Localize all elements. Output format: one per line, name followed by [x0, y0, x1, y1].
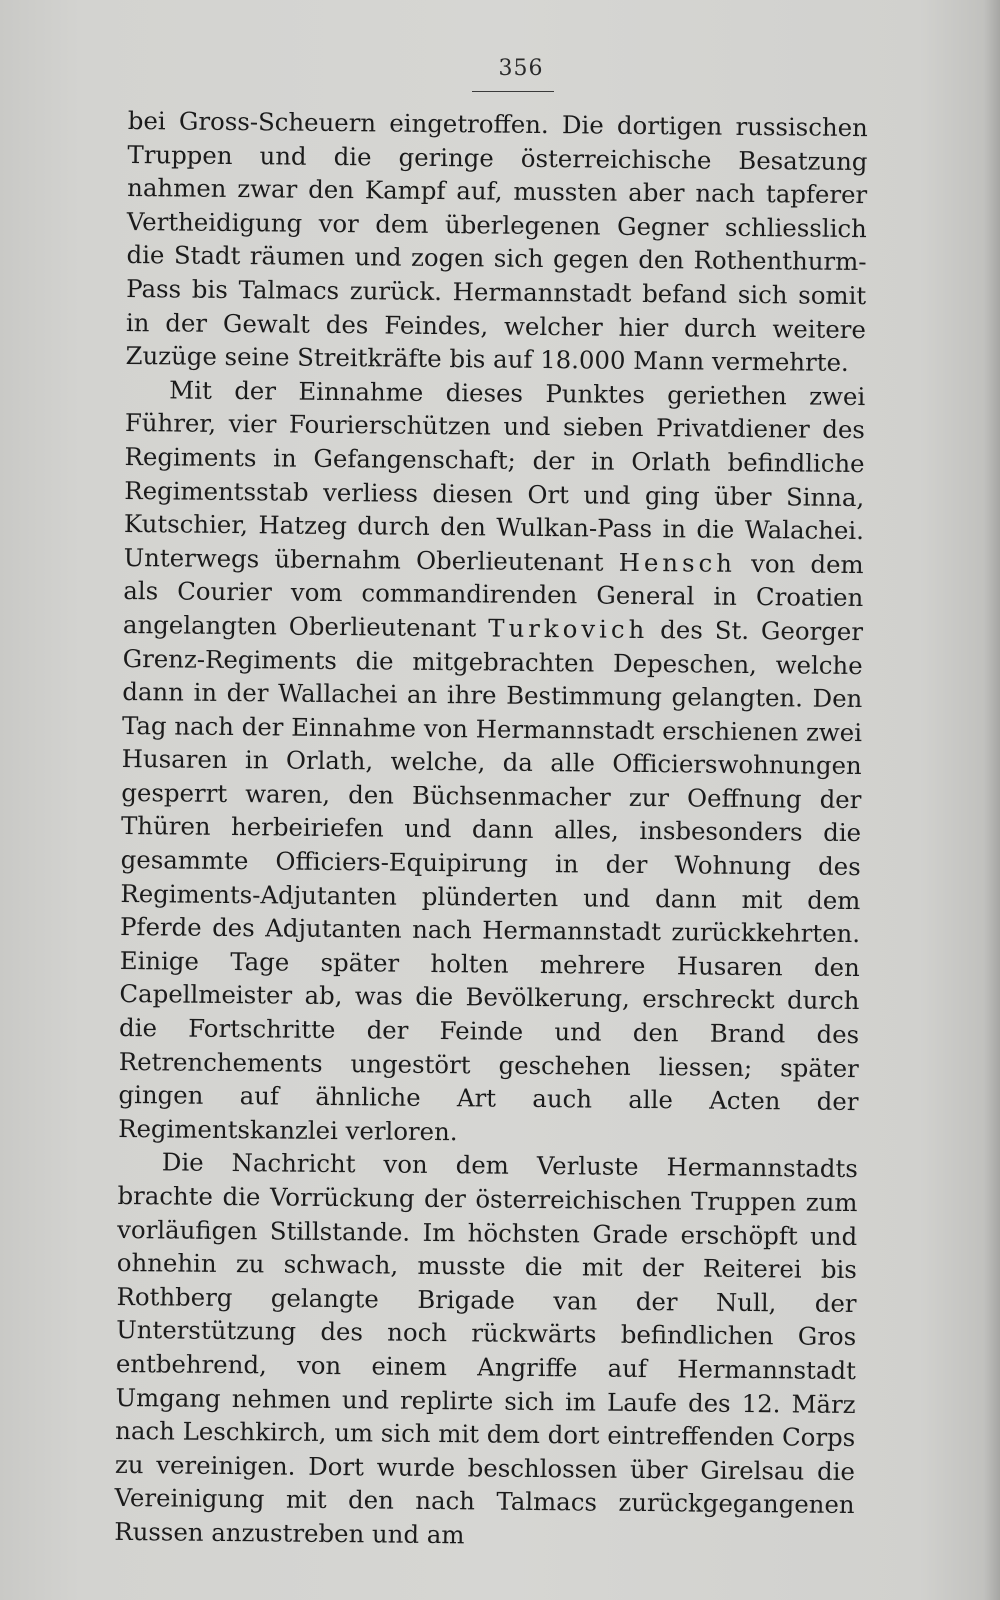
paragraph-text: des St. Georger Grenz-Regiments die mitgebrachten Depeschen, welche dann in der Wallachei an ihre Bestimmung gelangten. Den Tag nach der Einnahme von Hermannstadt erschienen zwei Husaren in Orlath, welche, da alle Officierswohnungen gesperrt waren, den Büchsenmacher zur Oeffnung der Thüren herbeiriefen und dann alles, insbesonders die gesammte Officiers-Equipirung in der Wohnung des Regiments-Adjutanten plünderten und dann mit dem Pferde des Adjutanten nach Hermannstadt zurückkehrten. Einige Tage später holten mehrere Husaren den Capellmeister ab, was die Bevölkerung, erschreckt durch die Fortschritte der Feinde und den Brand des Retrenchements ungestört geschehen liessen; später gingen auf ähnliche Art auch alle Acten der Regimentskanzlei verloren. — [118, 614, 864, 1147]
page-header — [0, 56, 1000, 96]
page-number-rule — [472, 91, 554, 92]
paragraph-3 — [114, 1145, 858, 1555]
paragraph-1 — [125, 104, 868, 380]
name-turkovich: Turkovich — [488, 613, 649, 644]
paragraph-text: Die Nachricht von dem Verluste Hermannstadts brachte die Vorrückung der österreichischen Truppen zum vorläufigen Stillstande. Im höchsten Grade erschöpft und ohnehin zu schwach, musste die mit der Reiterei bis Rothberg gelangte Brigade van der Null, der Unterstützung des noch rückwärts befindlichen Gros entbehrend, von einem Angriffe auf Hermannstadt Umgang nehmen und replirte sich im Laufe des 12. März nach Leschkirch, um sich mit dem dort eintreffenden Corps zu vereinigen. Dort wurde beschlossen über Girelsau die Vereinigung mit den nach Talmacs zurückgegangenen Russen anzustreben und am — [114, 1147, 858, 1550]
body-text — [114, 104, 868, 1556]
name-hensch: Hensch — [618, 547, 737, 578]
paragraph-text: von dem als Courier vom commandirenden General in Croatien angelangten Oberlieutenant — [122, 548, 864, 643]
paragraph-text: Mit der Einnahme dieses Punktes geriethen zwei Führer, vier Fourierschützen und sieben Privatdiener des Regiments in Gefangenschaft; der in Orlath befindliche Regimentsstab verliess diesen Ort und ging über Sinna, Kutschier, Hatzeg durch den Wulkan-Pass in die Walachei. Unterwegs übernahm Oberlieutenant — [123, 375, 866, 577]
paragraph-2 — [118, 373, 865, 1153]
paragraph-text: bei Gross-Scheuern eingetroffen. Die dortigen russischen Truppen und die geringe österreichische Besatzung nahmen zwar den Kampf auf, mussten aber nach tapferer Vertheidigung vor dem überlegenen Gegner schliesslich die Stadt räumen und zogen sich gegen den Rothenthurm-Pass bis Talmacs zurück. Hermannstadt befand sich somit in der Gewalt des Feindes, welcher hier durch weitere Zuzüge seine Streitkräfte bis auf 18.000 Mann vermehrte. — [125, 105, 868, 378]
page-number: 356 — [498, 56, 544, 81]
page-edge-shadow — [984, 0, 1000, 1600]
